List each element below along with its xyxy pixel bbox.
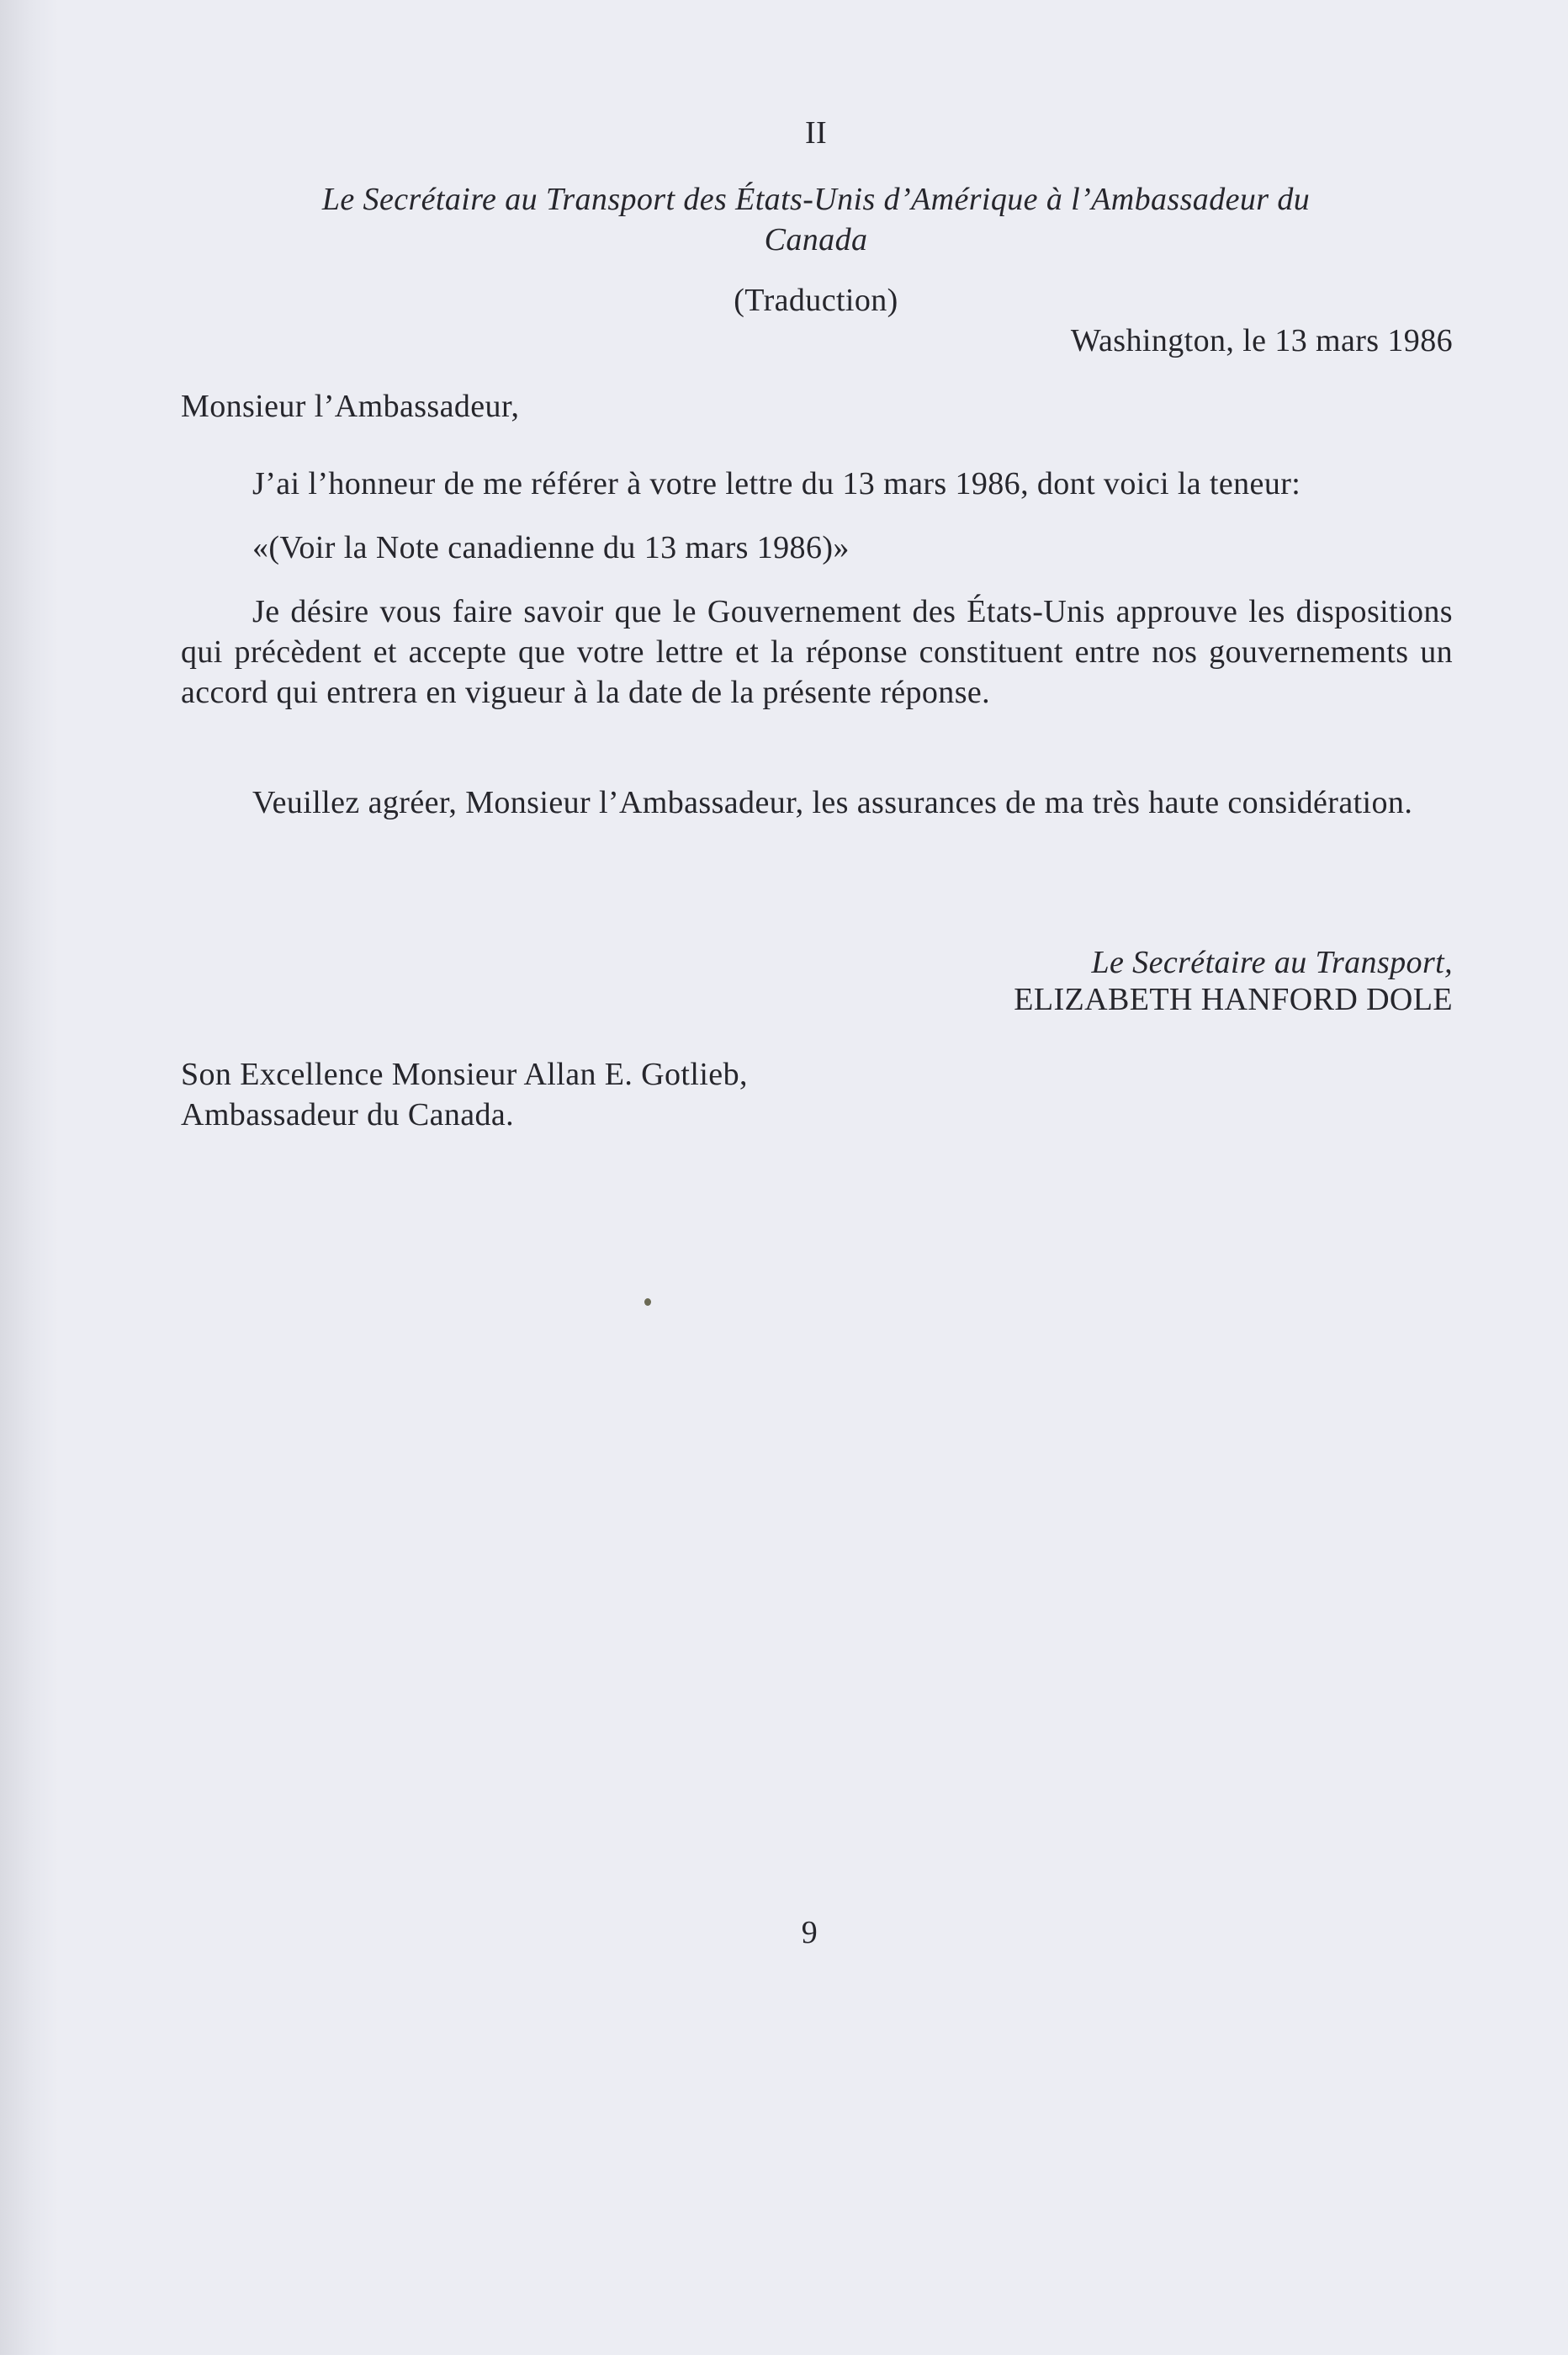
signature-title: Le Secrétaire au Transport,: [1091, 945, 1453, 980]
paragraph-quoted-note: «(Voir la Note canadienne du 13 mars 1986)»: [252, 530, 850, 565]
place-date: Washington, le 13 mars 1986: [1070, 323, 1453, 358]
signature-name: ELIZABETH HANFORD DOLE: [1014, 982, 1453, 1017]
addressee-line-2: Ambassadeur du Canada.: [181, 1097, 515, 1132]
page-number: 9: [801, 1915, 818, 1950]
paragraph-4-text: Veuillez agréer, Monsieur l’Ambassadeur, les assurances de ma très haute considération.: [252, 785, 1413, 820]
salutation: Monsieur l’Ambassadeur,: [181, 389, 520, 424]
section-number: II: [804, 115, 828, 151]
ink-speck: [644, 1298, 651, 1306]
heading-line-2: Canada: [764, 222, 868, 257]
paragraph-1-text: J’ai l’honneur de me référer à votre lettre du 13 mars 1986, dont voici la teneur:: [252, 466, 1301, 501]
paragraph-reference: [181, 464, 1453, 504]
letter-heading: [240, 179, 1392, 260]
translation-note: (Traduction): [734, 283, 898, 318]
paragraph-3-text: Je désire vous faire savoir que le Gouvernement des États-Unis approuve les dispositions qui précèdent et accepte que votre lettre et la réponse constituent entre nos gouvernements un accord qui entrera en vigueur à la date de la présente réponse.: [181, 594, 1453, 710]
addressee-block: [181, 1054, 748, 1135]
heading-line-1: Le Secrétaire au Transport des États-Unis d’Amérique à l’Ambassadeur du: [321, 182, 1311, 217]
addressee-line-1: Son Excellence Monsieur Allan E. Gotlieb,: [181, 1057, 748, 1092]
paragraph-approval: [181, 591, 1453, 713]
paragraph-closing: [181, 782, 1453, 823]
